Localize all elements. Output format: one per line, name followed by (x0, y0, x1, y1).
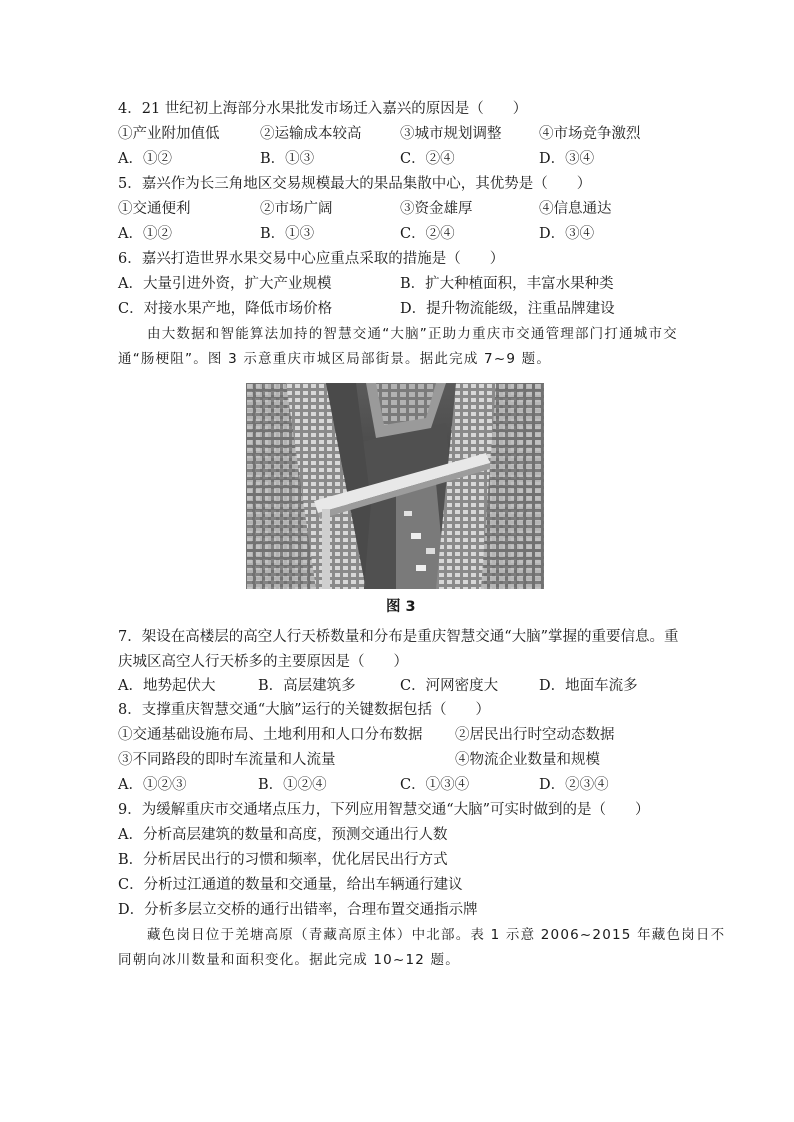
figure-3-caption: 图 3 (386, 599, 416, 615)
intro-7-9-line1: 由大数据和智能算法加持的智慧交通“大脑”正助力重庆市交通管理部门打通城市交 (147, 326, 678, 342)
q5-item: ①交通便利 (118, 201, 191, 217)
q4-item: ②运输成本较高 (260, 126, 362, 142)
q8-choice-a: A．①②③ (118, 777, 187, 793)
q5-item: ④信息通达 (539, 201, 612, 217)
q4-item: ④市场竞争激烈 (539, 126, 641, 142)
q8-choice-b: B．①②④ (258, 777, 327, 793)
figure-3-photo (246, 383, 544, 589)
q9-choice-c: C．分析过江通道的数量和交通量，给出车辆通行建议 (118, 877, 463, 893)
q4-choice-b: B．①③ (260, 151, 315, 167)
street-scene-illustration (246, 383, 544, 589)
q9-choice-a: A．分析高层建筑的数量和高度，预测交通出行人数 (118, 827, 448, 843)
q6-choice-b: B．扩大种植面积，丰富水果种类 (400, 276, 614, 292)
q8-item-3: ③不同路段的即时车流量和人流量 (118, 752, 336, 768)
q5-item: ②市场广阔 (260, 201, 333, 217)
q4-item: ①产业附加值低 (118, 126, 220, 142)
q9-choice-d: D．分析多层立交桥的通行出错率，合理布置交通指示牌 (118, 902, 478, 918)
intro-10-12-line2: 同朝向冰川数量和面积变化。据此完成 10~12 题。 (118, 952, 460, 968)
q5-choice-c: C．②④ (400, 226, 455, 242)
q7-stem-line1: 7．架设在高楼层的高空人行天桥数量和分布是重庆智慧交通“大脑”掌握的重要信息。重 (118, 629, 679, 645)
q7-stem-line2: 庆城区高空人行天桥多的主要原因是（ ） (118, 654, 408, 670)
q9-stem: 9．为缓解重庆市交通堵点压力，下列应用智慧交通“大脑”可实时做到的是（ ） (118, 802, 650, 818)
q5-choice-a: A．①② (118, 226, 172, 242)
q6-stem: 6．嘉兴打造世界水果交易中心应重点采取的措施是（ ） (118, 251, 505, 267)
q8-choice-d: D．②③④ (539, 777, 609, 793)
q5-choice-d: D．③④ (539, 226, 595, 242)
q8-choice-c: C．①③④ (400, 777, 470, 793)
intro-7-9-line2: 通“肠梗阻”。图 3 示意重庆市城区局部街景。据此完成 7~9 题。 (118, 351, 552, 367)
q7-choice-b: B．高层建筑多 (258, 678, 356, 694)
q7-choice-d: D．地面车流多 (539, 678, 638, 694)
q5-stem: 5．嘉兴作为长三角地区交易规模最大的果品集散中心，其优势是（ ） (118, 176, 592, 192)
q9-choice-b: B．分析居民出行的习惯和频率，优化居民出行方式 (118, 852, 448, 868)
q5-choice-b: B．①③ (260, 226, 315, 242)
q4-choice-d: D．③④ (539, 151, 595, 167)
q6-choice-a: A．大量引进外资，扩大产业规模 (118, 276, 332, 292)
q4-choice-c: C．②④ (400, 151, 455, 167)
q7-choice-c: C．河网密度大 (400, 678, 499, 694)
q8-stem: 8．支撑重庆智慧交通“大脑”运行的关键数据包括（ ） (118, 702, 491, 718)
q5-item: ③资金雄厚 (400, 201, 473, 217)
q6-choice-c: C．对接水果产地，降低市场价格 (118, 301, 333, 317)
q6-choice-d: D．提升物流能级，注重品牌建设 (400, 301, 615, 317)
q4-choice-a: A．①② (118, 151, 172, 167)
q8-item-4: ④物流企业数量和规模 (455, 752, 600, 768)
q4-stem: 4．21 世纪初上海部分水果批发市场迁入嘉兴的原因是（ ） (118, 101, 528, 117)
q7-choice-a: A．地势起伏大 (118, 678, 216, 694)
q8-item-1: ①交通基础设施布局、土地利用和人口分布数据 (118, 727, 423, 743)
q8-item-2: ②居民出行时空动态数据 (455, 727, 615, 743)
q4-item: ③城市规划调整 (400, 126, 502, 142)
intro-10-12-line1: 藏色岗日位于羌塘高原（青藏高原主体）中北部。表 1 示意 2006~2015 年藏色岗日不 (147, 927, 726, 943)
